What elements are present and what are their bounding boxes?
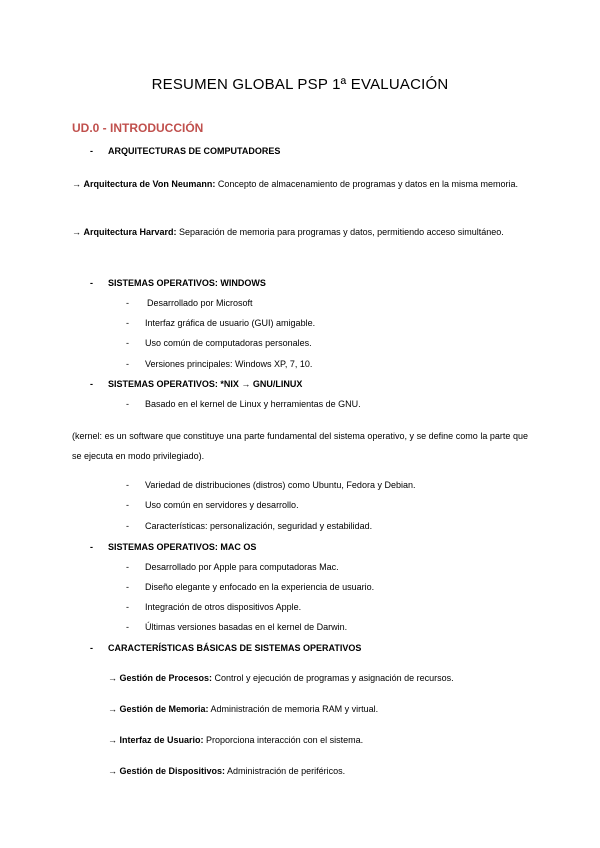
list-item: - Características: personalización, seguridad y estabilidad. xyxy=(126,521,373,531)
feature-item: → Gestión de Procesos: Control y ejecución de programas y asignación de recursos. xyxy=(108,673,454,683)
arrow-icon: → xyxy=(108,673,117,683)
von-neumann-term: Arquitectura de Von Neumann: xyxy=(83,179,216,189)
list-item: - Últimas versiones basadas en el kernel de Darwin. xyxy=(126,622,348,632)
kernel-note: (kernel: es un software que constituye una parte fundamental del sistema operativo, y se define como la parte que se ejecuta en modo privilegiado). xyxy=(72,431,528,461)
list-item: - Uso común de computadoras personales. xyxy=(126,338,312,348)
harvard-desc: Separación de memoria para programas y datos, permitiendo acceso simultáneo. xyxy=(176,227,504,237)
list-item: - Integración de otros dispositivos Apple. xyxy=(126,602,302,612)
feature-item: → Gestión de Dispositivos: Administración de periféricos. xyxy=(108,766,346,776)
feature-item: → Interfaz de Usuario: Proporciona interacción con el sistema. xyxy=(108,735,364,745)
list-item: - Versiones principales: Windows XP, 7, 10. xyxy=(126,359,313,369)
arrow-icon: → xyxy=(72,179,81,189)
section-macos: - SISTEMAS OPERATIVOS: MAC OS xyxy=(90,542,257,552)
list-item: - Uso común en servidores y desarrollo. xyxy=(126,500,299,510)
list-item: - Diseño elegante y enfocado en la experiencia de usuario. xyxy=(126,582,375,592)
von-neumann-paragraph xyxy=(72,174,528,194)
harvard-paragraph xyxy=(72,222,528,242)
unit-heading: UD.0 - INTRODUCCIÓN xyxy=(72,121,204,135)
list-item: - Desarrollado por Apple para computadoras Mac. xyxy=(126,562,339,572)
list-item: - Interfaz gráfica de usuario (GUI) amigable. xyxy=(126,318,316,328)
arrow-icon: → xyxy=(72,227,81,237)
section-arquitecturas: - ARQUITECTURAS DE COMPUTADORES xyxy=(90,146,281,156)
arrow-icon: → xyxy=(108,766,117,776)
list-item: - Basado en el kernel de Linux y herramientas de GNU. xyxy=(126,399,361,409)
list-item: - Variedad de distribuciones (distros) como Ubuntu, Fedora y Debian. xyxy=(126,480,416,490)
section-linux: - SISTEMAS OPERATIVOS: *NIX → GNU/LINUX xyxy=(90,379,303,389)
arrow-icon: → xyxy=(108,735,117,745)
section-caracteristicas: - CARACTERÍSTICAS BÁSICAS DE SISTEMAS OPERATIVOS xyxy=(90,643,362,653)
arrow-icon: → xyxy=(108,704,117,714)
page-title: RESUMEN GLOBAL PSP 1ª EVALUACIÓN xyxy=(151,76,449,93)
von-neumann-desc: Concepto de almacenamiento de programas y datos en la misma memoria. xyxy=(215,179,519,189)
section-windows: - SISTEMAS OPERATIVOS: WINDOWS xyxy=(90,278,266,288)
feature-item: → Gestión de Memoria: Administración de memoria RAM y virtual. xyxy=(108,704,379,714)
list-item: - Desarrollado por Microsoft xyxy=(126,298,253,308)
harvard-term: Arquitectura Harvard: xyxy=(83,227,177,237)
